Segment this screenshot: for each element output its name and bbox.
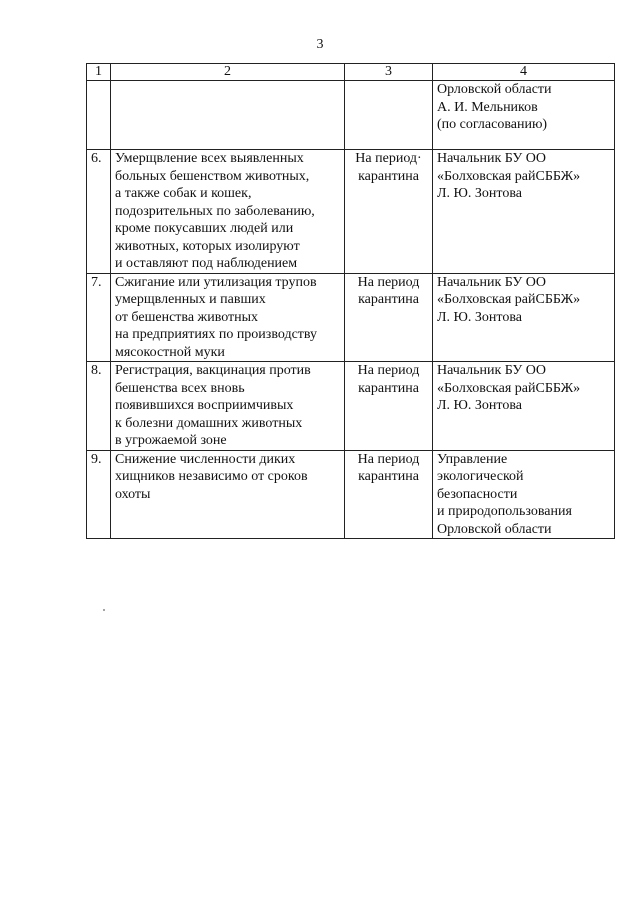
term-cell: На период карантина: [345, 362, 433, 451]
row-number-cell: 9.: [87, 450, 111, 539]
scan-speck: [103, 609, 105, 611]
table-row: [87, 273, 615, 362]
table-header-row: [87, 64, 615, 81]
row-number-cell: [87, 81, 111, 150]
action-cell: Снижение численности диких хищников независимо от сроков охоты: [111, 450, 345, 539]
row-number-cell: 8.: [87, 362, 111, 451]
column-header-3: 3: [345, 64, 433, 81]
table-row: [87, 450, 615, 539]
column-header-4: 4: [433, 64, 615, 81]
responsible-cell: Орловской области А. И. Мельников (по согласованию): [433, 81, 615, 150]
row-number-cell: 6.: [87, 150, 111, 274]
table-row: [87, 81, 615, 150]
action-cell: Регистрация, вакцинация против бешенства всех вновь появившихся восприимчивых к болезни домашних животных в угрожаемой зоне: [111, 362, 345, 451]
column-header-2: 2: [111, 64, 345, 81]
term-cell: На период карантина: [345, 273, 433, 362]
column-header-1: 1: [87, 64, 111, 81]
responsible-cell: Управление экологической безопасности и природопользования Орловской области: [433, 450, 615, 539]
term-cell: [345, 81, 433, 150]
page-number: 3: [316, 37, 324, 52]
term-cell: На период· карантина: [345, 150, 433, 274]
measures-table: [86, 63, 615, 539]
action-cell: [111, 81, 345, 150]
responsible-cell: Начальник БУ ОО «Болховская райСББЖ» Л. Ю. Зонтова: [433, 273, 615, 362]
row-number-cell: 7.: [87, 273, 111, 362]
action-cell: Умерщвление всех выявленных больных бешенством животных, а также собак и кошек, подозрительных по заболеванию, кроме покусавших людей или животных, которых изолируют и оставляют под наблюдением: [111, 150, 345, 274]
table-row: [87, 150, 615, 274]
term-cell: На период карантина: [345, 450, 433, 539]
responsible-cell: Начальник БУ ОО «Болховская райСББЖ» Л. Ю. Зонтова: [433, 362, 615, 451]
action-cell: Сжигание или утилизация трупов умерщвленных и павших от бешенства животных на предприятиях по производству мясокостной муки: [111, 273, 345, 362]
table-row: [87, 362, 615, 451]
responsible-cell: Начальник БУ ОО «Болховская райСББЖ» Л. Ю. Зонтова: [433, 150, 615, 274]
